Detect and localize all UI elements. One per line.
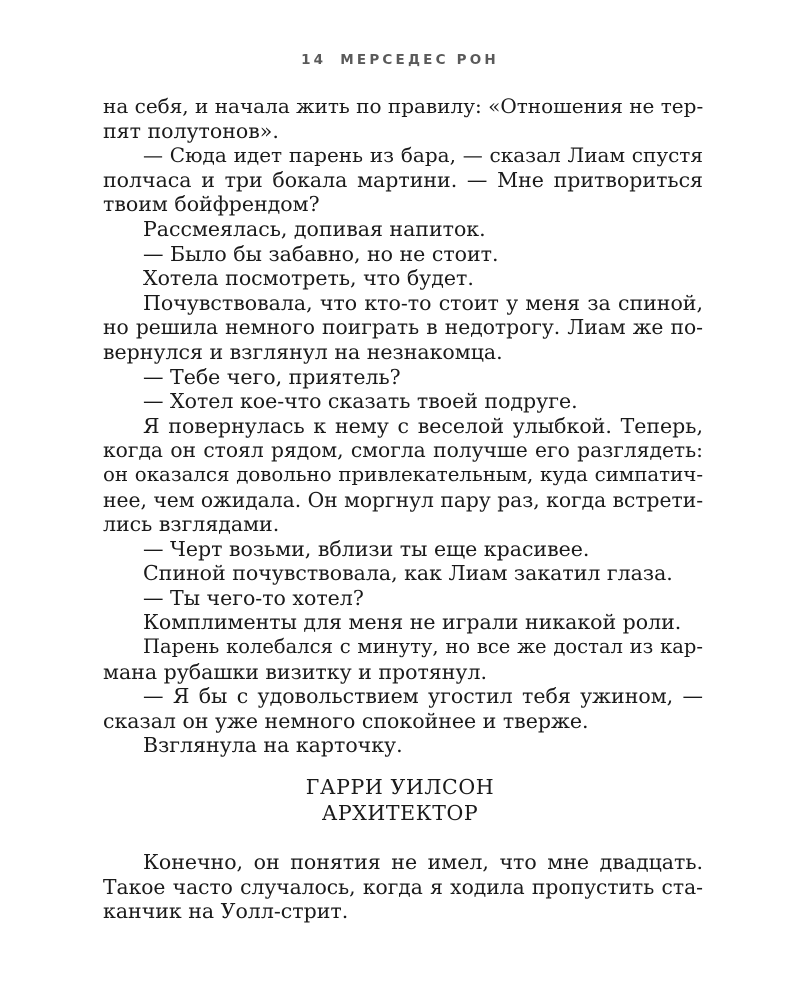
text-line: лись взглядами. (103, 512, 280, 537)
text-line: но решила немного поиграть в недотрогу. Лиам же по- (103, 315, 703, 340)
text-line: — Ты чего-то хотел? (143, 585, 364, 610)
page-number: 14 (301, 52, 327, 68)
text-line: Комплименты для меня не играли никакой роли. (143, 610, 682, 635)
text-line: Такое часто случалось, когда я ходила пропустить ста- (103, 874, 703, 899)
text-line: — Было бы забавно, но не стоит. (143, 241, 499, 266)
text-line: — Хотел кое-что сказать твоей подруге. (143, 389, 578, 414)
text-line: твоим бойфрендом? (103, 192, 320, 217)
text-line: сказал он уже немного спокойнее и тверже. (103, 708, 589, 733)
text-line: вернулся и взглянул на незнакомца. (103, 339, 503, 364)
text-line: Взглянула на карточку. (143, 733, 403, 758)
text-line: Хотела посмотреть, что будет. (143, 266, 474, 291)
text-line: на себя, и начала жить по правилу: «Отношения не тер- (103, 94, 704, 118)
text-line: Конечно, он понятия не имел, что мне двадцать. (143, 850, 703, 874)
text-line: он оказался довольно привлекательным, куда симпатич- (103, 462, 703, 486)
card-name: ГАРРИ УИЛСОН (305, 775, 495, 799)
text-line: Спиной почувствовала, как Лиам закатил глаза. (143, 561, 673, 586)
text-line: — Я бы с удовольствием угостил тебя ужином, — (143, 684, 703, 709)
card-title: АРХИТЕКТОР (321, 801, 479, 825)
text-line: Парень колебался с минуту, но все же достал из кар- (143, 635, 703, 659)
text-line: Рассмеялась, допивая напиток. (143, 216, 486, 241)
text-line: Я повернулась к нему с веселой улыбкой. Теперь, (143, 413, 703, 438)
text-line: нее, чем ожидала. Он моргнул пару раз, когда встрети- (103, 487, 704, 512)
author-name: МЕРСЕДЕС РОН (340, 52, 499, 68)
text-line: — Тебе чего, приятель? (143, 364, 401, 389)
text-line: Почувствовала, что кто-то стоит у меня за спиной, (143, 290, 703, 315)
text-line: пят полутонов». (103, 118, 279, 143)
business-card-text (0, 774, 800, 826)
text-line: когда он стоял рядом, смогла получше его разглядеть: (103, 438, 703, 463)
text-line: мана рубашки визитку и протянул. (103, 659, 487, 684)
text-line: канчик на Уолл-стрит. (103, 899, 349, 924)
running-header (0, 52, 800, 68)
text-line: полчаса и три бокала мартини. — Мне притвориться (103, 167, 703, 192)
text-line: — Сюда идет парень из бара, — сказал Лиам спустя (143, 143, 703, 168)
text-line: — Черт возьми, вблизи ты еще красивее. (143, 536, 590, 561)
body-text (103, 94, 703, 758)
closing-text (103, 850, 703, 924)
